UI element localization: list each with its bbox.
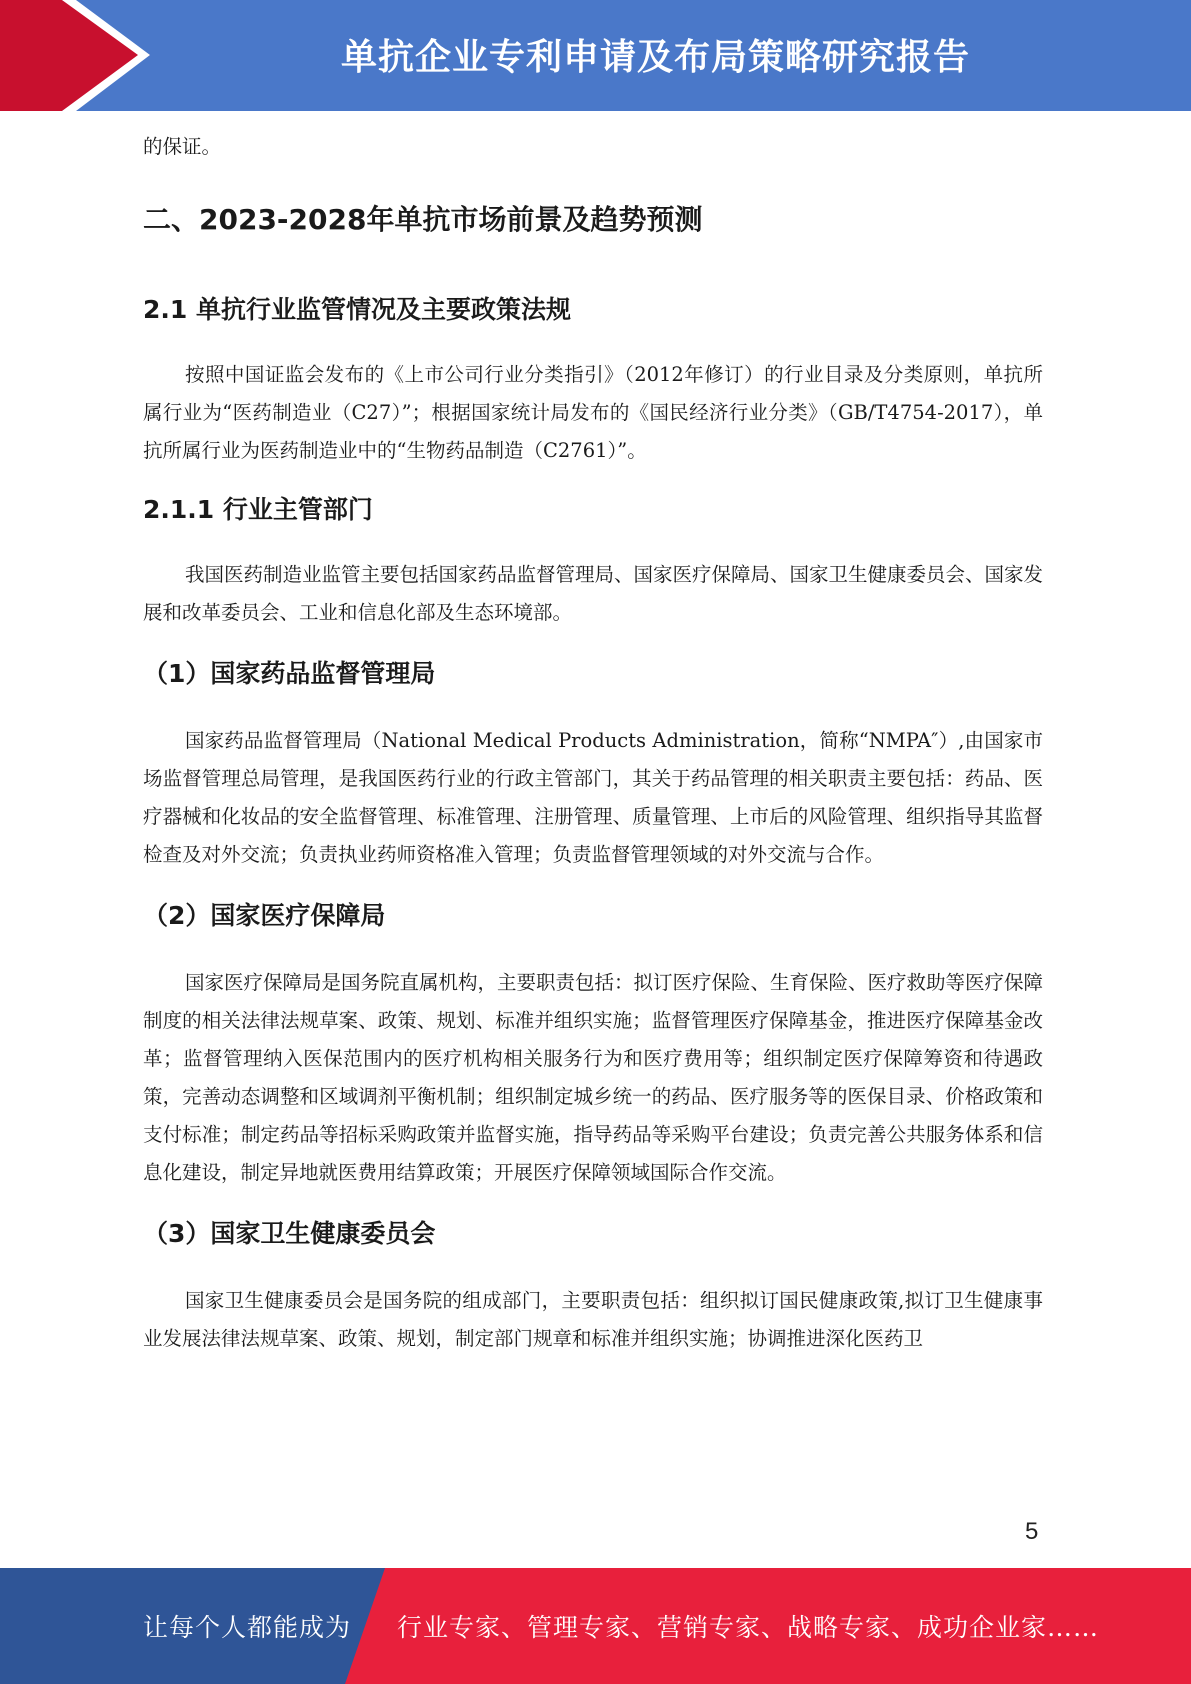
footer-slogan-right: 行业专家、管理专家、营销专家、战略专家、成功企业家…… <box>397 1613 1100 1642</box>
section-heading: 2.1 单抗行业监管情况及主要政策法规 <box>143 295 571 324</box>
continuation-text: 的保证。 <box>143 135 222 158</box>
subsection-heading: 2.1.1 行业主管部门 <box>143 495 373 524</box>
chapter-heading: 二、2023-2028年单抗市场前景及趋势预测 <box>143 203 703 236</box>
item-paragraph-nhc: 国家卫生健康委员会是国务院的组成部门，主要职责包括：组织拟订国民健康政策,拟订卫生健康事业发展法律法规草案、政策、规划，制定部门规章和标准并组织实施；协调推进深化医药卫 <box>143 1289 1043 1350</box>
item-heading-nhc: （3）国家卫生健康委员会 <box>143 1219 436 1248</box>
page-body <box>143 128 1043 1358</box>
footer-slogan-left: 让每个人都能成为 <box>143 1613 352 1642</box>
report-title: 单抗企业专利申请及布局策略研究报告 <box>340 36 970 78</box>
subsection-paragraph: 我国医药制造业监管主要包括国家药品监督管理局、国家医疗保障局、国家卫生健康委员会、国家发展和改革委员会、工业和信息化部及生态环境部。 <box>143 563 1044 624</box>
item-heading-nmpa: （1）国家药品监督管理局 <box>143 659 436 688</box>
header-arrow-icon <box>0 0 160 111</box>
item-paragraph-nmpa: 国家药品监督管理局（National Medical Products Administration，简称“NMPA″）,由国家市场监督管理总局管理，是我国医药行业的行政主管部门，其关于药品管理的相关职责主要包括：药品、医疗器械和化妆品的安全监督管理、标准管理、注册管理、质量管理、上市后的风险管理、组织指导其监督检查及对外交流；负责执业药师资格准入管理；负责监督管理领域的对外交流与合作。 <box>143 729 1043 866</box>
page-number: 5 <box>1025 1518 1039 1545</box>
item-heading-nhsa: （2）国家医疗保障局 <box>143 901 386 930</box>
item-paragraph-nhsa: 国家医疗保障局是国务院直属机构，主要职责包括：拟订医疗保险、生育保险、医疗救助等医疗保障制度的相关法律法规草案、政策、规划、标准并组织实施；监督管理医疗保障基金，推进医疗保障基金改革；监督管理纳入医保范围内的医疗机构相关服务行为和医疗费用等；组织制定医疗保障筹资和待遇政策，完善动态调整和区域调剂平衡机制；组织制定城乡统一的药品、医疗服务等的医保目录、价格政策和支付标准；制定药品等招标采购政策并监督实施，指导药品等采购平台建设；负责完善公共服务体系和信息化建设，制定异地就医费用结算政策；开展医疗保障领域国际合作交流。 <box>143 971 1044 1184</box>
section-paragraph: 按照中国证监会发布的《上市公司行业分类指引》（2012年修订）的行业目录及分类原则，单抗所属行业为“医药制造业（C27）”；根据国家统计局发布的《国民经济行业分类》（GB/T4754-2017），单抗所属行业为医药制造业中的“生物药品制造（C2761）”。 <box>143 363 1043 462</box>
page-footer <box>0 1568 1191 1684</box>
page-header <box>0 0 1191 111</box>
